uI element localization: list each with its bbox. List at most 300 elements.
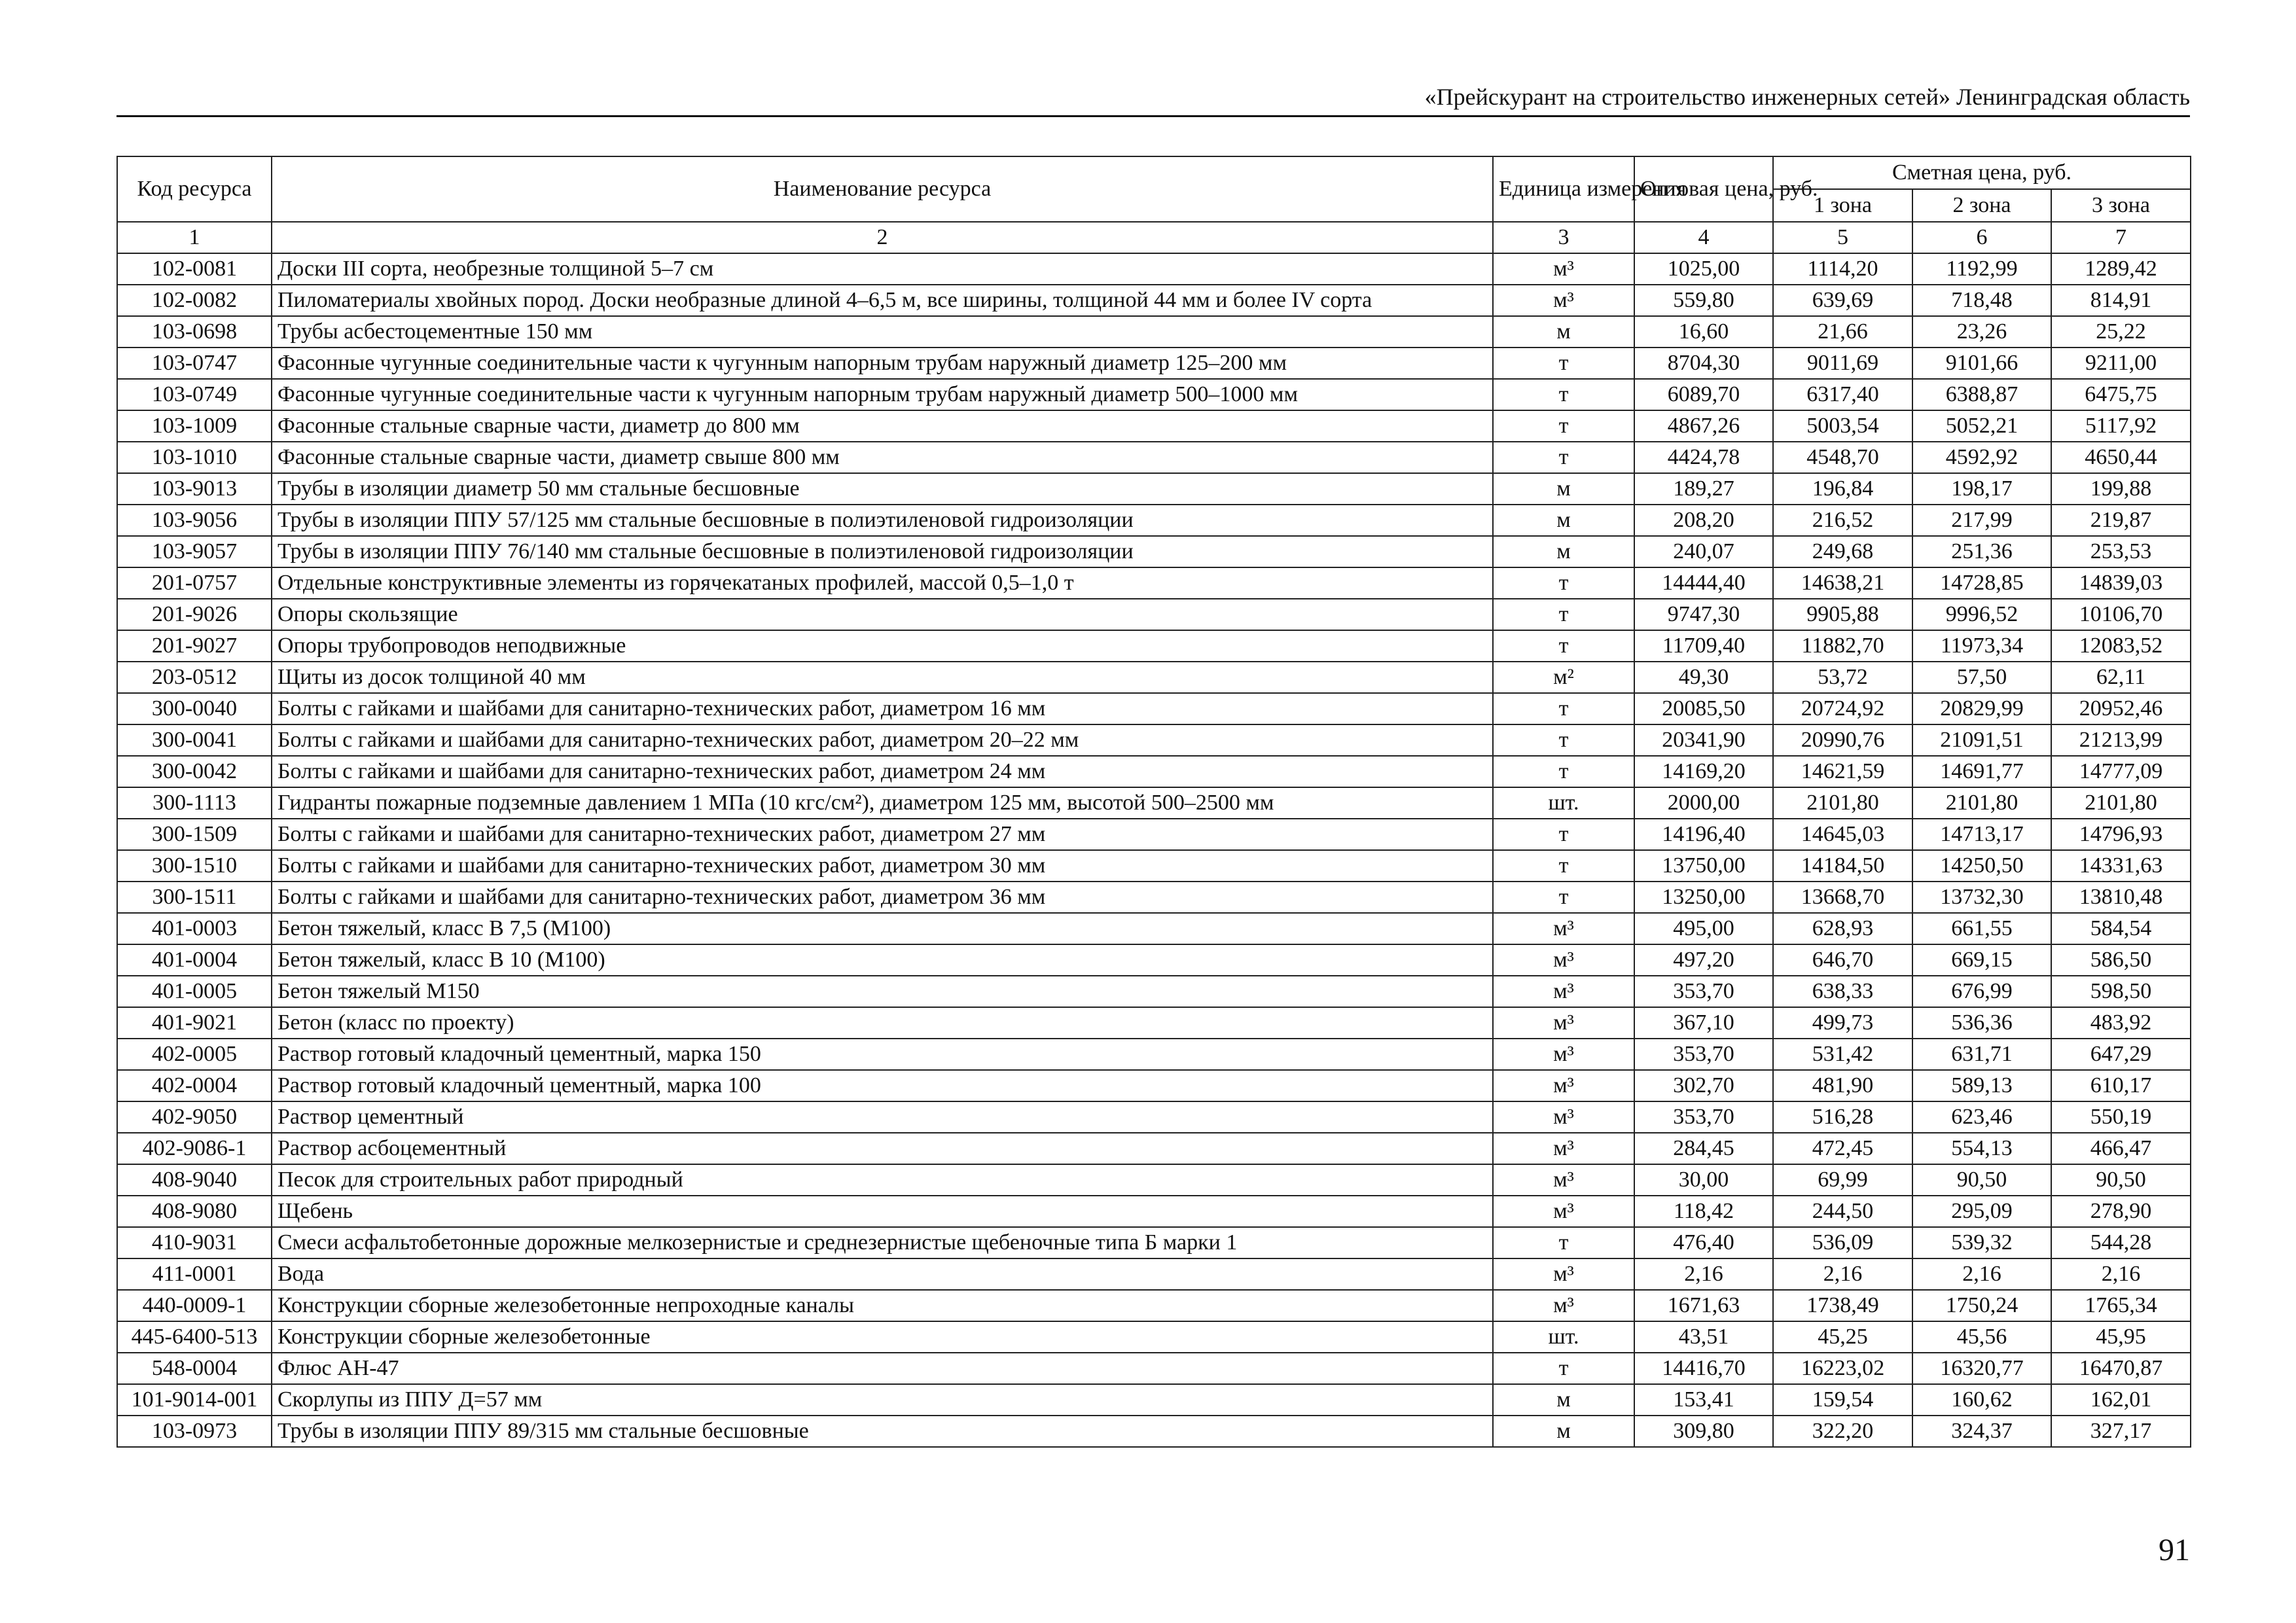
wholesale-price: 14444,40 [1634, 567, 1773, 599]
zone-2-price: 14713,17 [1912, 819, 2051, 850]
resource-code: 300-0041 [117, 724, 272, 756]
zone-1-price: 638,33 [1773, 976, 1912, 1007]
resource-name: Бетон тяжелый, класс В 7,5 (М100) [272, 913, 1493, 944]
column-number-row [117, 222, 2191, 253]
unit: т [1493, 567, 1634, 599]
zone-1-price: 322,20 [1773, 1416, 1912, 1447]
zone-2-price: 14250,50 [1912, 850, 2051, 882]
resource-name: Фасонные чугунные соединительные части к чугунным напорным трубам наружный диаметр 500–1000 мм [272, 379, 1493, 410]
unit: т [1493, 850, 1634, 882]
page-number: 91 [2159, 1533, 2190, 1567]
unit: т [1493, 442, 1634, 473]
table-row [117, 1039, 2191, 1070]
unit: шт. [1493, 787, 1634, 819]
resource-code: 300-1510 [117, 850, 272, 882]
wholesale-price: 1671,63 [1634, 1290, 1773, 1321]
resource-code: 103-9013 [117, 473, 272, 505]
table-row [117, 536, 2191, 567]
wholesale-price: 240,07 [1634, 536, 1773, 567]
zone-2-price: 4592,92 [1912, 442, 2051, 473]
resource-name: Болты с гайками и шайбами для санитарно-технических работ, диаметром 20–22 мм [272, 724, 1493, 756]
column-number: 2 [272, 222, 1493, 253]
resource-name: Вода [272, 1258, 1493, 1290]
zone-1-price: 4548,70 [1773, 442, 1912, 473]
unit: т [1493, 410, 1634, 442]
wholesale-price: 9747,30 [1634, 599, 1773, 630]
table-row [117, 944, 2191, 976]
table-row [117, 1133, 2191, 1164]
unit: м³ [1493, 1039, 1634, 1070]
zone-3-price: 550,19 [2051, 1101, 2191, 1133]
wholesale-price: 14416,70 [1634, 1353, 1773, 1384]
wholesale-price: 8704,30 [1634, 348, 1773, 379]
resource-code: 401-0005 [117, 976, 272, 1007]
zone-3-price: 586,50 [2051, 944, 2191, 976]
unit: м³ [1493, 1133, 1634, 1164]
zone-2-price: 23,26 [1912, 316, 2051, 348]
zone-2-price: 554,13 [1912, 1133, 2051, 1164]
table-row [117, 693, 2191, 724]
zone-3-price: 327,17 [2051, 1416, 2191, 1447]
wholesale-price: 1025,00 [1634, 253, 1773, 285]
header-zone-3: 3 зона [2051, 189, 2191, 222]
table-row [117, 253, 2191, 285]
zone-3-price: 1289,42 [2051, 253, 2191, 285]
zone-3-price: 483,92 [2051, 1007, 2191, 1039]
table-row [117, 1227, 2191, 1258]
resource-name: Трубы в изоляции ППУ 57/125 мм стальные бесшовные в полиэтиленовой гидроизоляции [272, 505, 1493, 536]
zone-3-price: 1765,34 [2051, 1290, 2191, 1321]
column-number: 5 [1773, 222, 1912, 253]
wholesale-price: 208,20 [1634, 505, 1773, 536]
resource-name: Болты с гайками и шайбами для санитарно-технических работ, диаметром 27 мм [272, 819, 1493, 850]
resource-name: Болты с гайками и шайбами для санитарно-технических работ, диаметром 30 мм [272, 850, 1493, 882]
unit: м³ [1493, 1164, 1634, 1196]
zone-1-price: 11882,70 [1773, 630, 1912, 662]
resource-name: Раствор асбоцементный [272, 1133, 1493, 1164]
zone-3-price: 14839,03 [2051, 567, 2191, 599]
resource-name: Фасонные стальные сварные части, диаметр до 800 мм [272, 410, 1493, 442]
resource-name: Трубы в изоляции ППУ 89/315 мм стальные бесшовные [272, 1416, 1493, 1447]
resource-name: Трубы в изоляции диаметр 50 мм стальные бесшовные [272, 473, 1493, 505]
zone-1-price: 472,45 [1773, 1133, 1912, 1164]
resource-code: 101-9014-001 [117, 1384, 272, 1416]
zone-2-price: 2101,80 [1912, 787, 2051, 819]
table-row [117, 787, 2191, 819]
resource-code: 548-0004 [117, 1353, 272, 1384]
resource-code: 103-1010 [117, 442, 272, 473]
column-number: 4 [1634, 222, 1773, 253]
resource-code: 103-1009 [117, 410, 272, 442]
unit: т [1493, 756, 1634, 787]
resource-code: 402-9050 [117, 1101, 272, 1133]
zone-2-price: 16320,77 [1912, 1353, 2051, 1384]
header-code: Код ресурса [117, 156, 272, 222]
zone-1-price: 159,54 [1773, 1384, 1912, 1416]
zone-1-price: 9011,69 [1773, 348, 1912, 379]
table-body [117, 253, 2191, 1447]
table-row [117, 1321, 2191, 1353]
zone-1-price: 481,90 [1773, 1070, 1912, 1101]
resource-code: 103-0747 [117, 348, 272, 379]
resource-name: Трубы асбестоцементные 150 мм [272, 316, 1493, 348]
zone-2-price: 661,55 [1912, 913, 2051, 944]
zone-1-price: 45,25 [1773, 1321, 1912, 1353]
table-row [117, 819, 2191, 850]
wholesale-price: 13750,00 [1634, 850, 1773, 882]
unit: т [1493, 882, 1634, 913]
zone-2-price: 536,36 [1912, 1007, 2051, 1039]
table-row [117, 724, 2191, 756]
zone-3-price: 253,53 [2051, 536, 2191, 567]
resource-name: Песок для строительных работ природный [272, 1164, 1493, 1196]
wholesale-price: 353,70 [1634, 1101, 1773, 1133]
unit: т [1493, 819, 1634, 850]
wholesale-price: 367,10 [1634, 1007, 1773, 1039]
zone-3-price: 14796,93 [2051, 819, 2191, 850]
zone-1-price: 69,99 [1773, 1164, 1912, 1196]
header-wholesale: Оптовая цена, руб. [1634, 156, 1773, 222]
table-row [117, 505, 2191, 536]
resource-name: Конструкции сборные железобетонные непроходные каналы [272, 1290, 1493, 1321]
zone-2-price: 57,50 [1912, 662, 2051, 693]
resource-code: 402-0004 [117, 1070, 272, 1101]
wholesale-price: 118,42 [1634, 1196, 1773, 1227]
zone-2-price: 45,56 [1912, 1321, 2051, 1353]
zone-1-price: 516,28 [1773, 1101, 1912, 1133]
resource-code: 201-9026 [117, 599, 272, 630]
zone-1-price: 6317,40 [1773, 379, 1912, 410]
resource-code: 300-1509 [117, 819, 272, 850]
wholesale-price: 2,16 [1634, 1258, 1773, 1290]
zone-2-price: 217,99 [1912, 505, 2051, 536]
unit: м³ [1493, 976, 1634, 1007]
column-number: 6 [1912, 222, 2051, 253]
wholesale-price: 11709,40 [1634, 630, 1773, 662]
table-row [117, 410, 2191, 442]
zone-3-price: 647,29 [2051, 1039, 2191, 1070]
table-row [117, 473, 2191, 505]
resource-code: 408-9080 [117, 1196, 272, 1227]
zone-2-price: 14728,85 [1912, 567, 2051, 599]
zone-2-price: 21091,51 [1912, 724, 2051, 756]
zone-1-price: 9905,88 [1773, 599, 1912, 630]
table-row [117, 599, 2191, 630]
wholesale-price: 189,27 [1634, 473, 1773, 505]
zone-2-price: 20829,99 [1912, 693, 2051, 724]
resource-name: Скорлупы из ППУ Д=57 мм [272, 1384, 1493, 1416]
zone-1-price: 2,16 [1773, 1258, 1912, 1290]
wholesale-price: 497,20 [1634, 944, 1773, 976]
zone-1-price: 5003,54 [1773, 410, 1912, 442]
unit: т [1493, 630, 1634, 662]
unit: т [1493, 1227, 1634, 1258]
zone-1-price: 53,72 [1773, 662, 1912, 693]
zone-1-price: 216,52 [1773, 505, 1912, 536]
resource-name: Фасонные чугунные соединительные части к чугунным напорным трубам наружный диаметр 125–200 мм [272, 348, 1493, 379]
zone-2-price: 324,37 [1912, 1416, 2051, 1447]
wholesale-price: 49,30 [1634, 662, 1773, 693]
resource-name: Конструкции сборные железобетонные [272, 1321, 1493, 1353]
zone-1-price: 196,84 [1773, 473, 1912, 505]
zone-3-price: 544,28 [2051, 1227, 2191, 1258]
zone-3-price: 162,01 [2051, 1384, 2191, 1416]
zone-1-price: 14638,21 [1773, 567, 1912, 599]
unit: м [1493, 505, 1634, 536]
resource-code: 103-9057 [117, 536, 272, 567]
zone-1-price: 20990,76 [1773, 724, 1912, 756]
resource-code: 401-9021 [117, 1007, 272, 1039]
unit: м³ [1493, 1258, 1634, 1290]
unit: м³ [1493, 1007, 1634, 1039]
resource-name: Болты с гайками и шайбами для санитарно-технических работ, диаметром 24 мм [272, 756, 1493, 787]
zone-3-price: 45,95 [2051, 1321, 2191, 1353]
resource-name: Гидранты пожарные подземные давлением 1 МПа (10 кгс/см²), диаметром 125 мм, высотой 500–2500 мм [272, 787, 1493, 819]
wholesale-price: 14169,20 [1634, 756, 1773, 787]
resource-code: 440-0009-1 [117, 1290, 272, 1321]
zone-3-price: 598,50 [2051, 976, 2191, 1007]
column-number: 7 [2051, 222, 2191, 253]
resource-name: Опоры трубопроводов неподвижные [272, 630, 1493, 662]
resource-code: 103-0749 [117, 379, 272, 410]
wholesale-price: 284,45 [1634, 1133, 1773, 1164]
unit: м³ [1493, 1196, 1634, 1227]
unit: м³ [1493, 913, 1634, 944]
zone-2-price: 631,71 [1912, 1039, 2051, 1070]
wholesale-price: 16,60 [1634, 316, 1773, 348]
zone-2-price: 251,36 [1912, 536, 2051, 567]
zone-1-price: 21,66 [1773, 316, 1912, 348]
table-row [117, 630, 2191, 662]
zone-1-price: 2101,80 [1773, 787, 1912, 819]
zone-3-price: 610,17 [2051, 1070, 2191, 1101]
resource-code: 103-0973 [117, 1416, 272, 1447]
resource-code: 300-1511 [117, 882, 272, 913]
zone-3-price: 219,87 [2051, 505, 2191, 536]
zone-3-price: 14777,09 [2051, 756, 2191, 787]
resource-code: 408-9040 [117, 1164, 272, 1196]
table-row [117, 348, 2191, 379]
zone-3-price: 814,91 [2051, 285, 2191, 316]
unit: м [1493, 1416, 1634, 1447]
running-header: «Прейскурант на строительство инженерных сетей» Ленинградская область [1424, 84, 2190, 110]
table-row [117, 662, 2191, 693]
zone-2-price: 90,50 [1912, 1164, 2051, 1196]
resource-code: 102-0082 [117, 285, 272, 316]
header-unit: Единица измерения [1493, 156, 1634, 222]
resource-name: Раствор готовый кладочный цементный, марка 150 [272, 1039, 1493, 1070]
wholesale-price: 30,00 [1634, 1164, 1773, 1196]
zone-3-price: 12083,52 [2051, 630, 2191, 662]
zone-1-price: 20724,92 [1773, 693, 1912, 724]
resource-code: 203-0512 [117, 662, 272, 693]
table-row [117, 316, 2191, 348]
table-row [117, 1353, 2191, 1384]
resource-name: Фасонные стальные сварные части, диаметр свыше 800 мм [272, 442, 1493, 473]
zone-3-price: 10106,70 [2051, 599, 2191, 630]
resource-name: Бетон (класс по проекту) [272, 1007, 1493, 1039]
zone-1-price: 16223,02 [1773, 1353, 1912, 1384]
resource-name: Отдельные конструктивные элементы из горячекатаных профилей, массой 0,5–1,0 т [272, 567, 1493, 599]
header-estimate-group: Сметная цена, руб. [1773, 156, 2191, 189]
unit: м [1493, 1384, 1634, 1416]
resource-code: 445-6400-513 [117, 1321, 272, 1353]
zone-3-price: 2101,80 [2051, 787, 2191, 819]
resource-name: Бетон тяжелый М150 [272, 976, 1493, 1007]
unit: м³ [1493, 1290, 1634, 1321]
table-row [117, 567, 2191, 599]
column-number: 3 [1493, 222, 1634, 253]
zone-1-price: 249,68 [1773, 536, 1912, 567]
header-zone-1: 1 зона [1773, 189, 1912, 222]
resource-code: 300-1113 [117, 787, 272, 819]
unit: т [1493, 693, 1634, 724]
zone-1-price: 1738,49 [1773, 1290, 1912, 1321]
wholesale-price: 2000,00 [1634, 787, 1773, 819]
resource-name: Опоры скользящие [272, 599, 1493, 630]
zone-1-price: 1114,20 [1773, 253, 1912, 285]
zone-3-price: 278,90 [2051, 1196, 2191, 1227]
zone-1-price: 14621,59 [1773, 756, 1912, 787]
table-row [117, 756, 2191, 787]
table-row [117, 1164, 2191, 1196]
column-number: 1 [117, 222, 272, 253]
wholesale-price: 302,70 [1634, 1070, 1773, 1101]
zone-1-price: 244,50 [1773, 1196, 1912, 1227]
wholesale-price: 20341,90 [1634, 724, 1773, 756]
wholesale-price: 353,70 [1634, 1039, 1773, 1070]
unit: м [1493, 316, 1634, 348]
resource-name: Трубы в изоляции ППУ 76/140 мм стальные бесшовные в полиэтиленовой гидроизоляции [272, 536, 1493, 567]
wholesale-price: 559,80 [1634, 285, 1773, 316]
zone-3-price: 90,50 [2051, 1164, 2191, 1196]
zone-1-price: 628,93 [1773, 913, 1912, 944]
zone-2-price: 11973,34 [1912, 630, 2051, 662]
zone-1-price: 536,09 [1773, 1227, 1912, 1258]
wholesale-price: 20085,50 [1634, 693, 1773, 724]
resource-code: 402-9086-1 [117, 1133, 272, 1164]
wholesale-price: 495,00 [1634, 913, 1773, 944]
zone-3-price: 199,88 [2051, 473, 2191, 505]
zone-3-price: 62,11 [2051, 662, 2191, 693]
zone-1-price: 646,70 [1773, 944, 1912, 976]
header-rule [117, 115, 2190, 117]
zone-2-price: 160,62 [1912, 1384, 2051, 1416]
resource-name: Щебень [272, 1196, 1493, 1227]
wholesale-price: 13250,00 [1634, 882, 1773, 913]
wholesale-price: 309,80 [1634, 1416, 1773, 1447]
resource-name: Болты с гайками и шайбами для санитарно-технических работ, диаметром 16 мм [272, 693, 1493, 724]
unit: т [1493, 379, 1634, 410]
resource-code: 102-0081 [117, 253, 272, 285]
unit: т [1493, 1353, 1634, 1384]
zone-2-price: 9101,66 [1912, 348, 2051, 379]
zone-2-price: 5052,21 [1912, 410, 2051, 442]
resource-code: 300-0040 [117, 693, 272, 724]
unit: м [1493, 473, 1634, 505]
zone-1-price: 13668,70 [1773, 882, 1912, 913]
unit: м³ [1493, 1070, 1634, 1101]
resource-name: Пиломатериалы хвойных пород. Доски необразные длиной 4–6,5 м, все ширины, толщиной 44 мм и более IV сорта [272, 285, 1493, 316]
table-row [117, 1007, 2191, 1039]
resource-code: 201-9027 [117, 630, 272, 662]
resource-code: 410-9031 [117, 1227, 272, 1258]
table-row [117, 442, 2191, 473]
unit: м³ [1493, 253, 1634, 285]
unit: т [1493, 599, 1634, 630]
price-table [117, 156, 2191, 1448]
header-zone-2: 2 зона [1912, 189, 2051, 222]
unit: м³ [1493, 944, 1634, 976]
resource-code: 103-0698 [117, 316, 272, 348]
table-row [117, 1416, 2191, 1447]
zone-3-price: 20952,46 [2051, 693, 2191, 724]
table-row [117, 1070, 2191, 1101]
table-row [117, 913, 2191, 944]
zone-3-price: 25,22 [2051, 316, 2191, 348]
zone-2-price: 1750,24 [1912, 1290, 2051, 1321]
table-row [117, 285, 2191, 316]
zone-1-price: 531,42 [1773, 1039, 1912, 1070]
zone-2-price: 295,09 [1912, 1196, 2051, 1227]
zone-2-price: 623,46 [1912, 1101, 2051, 1133]
resource-code: 402-0005 [117, 1039, 272, 1070]
wholesale-price: 4424,78 [1634, 442, 1773, 473]
zone-2-price: 589,13 [1912, 1070, 2051, 1101]
zone-2-price: 2,16 [1912, 1258, 2051, 1290]
zone-3-price: 584,54 [2051, 913, 2191, 944]
zone-2-price: 9996,52 [1912, 599, 2051, 630]
unit: м² [1493, 662, 1634, 693]
zone-3-price: 14331,63 [2051, 850, 2191, 882]
resource-name: Болты с гайками и шайбами для санитарно-технических работ, диаметром 36 мм [272, 882, 1493, 913]
wholesale-price: 43,51 [1634, 1321, 1773, 1353]
zone-1-price: 14645,03 [1773, 819, 1912, 850]
unit: м³ [1493, 285, 1634, 316]
resource-name: Щиты из досок толщиной 40 мм [272, 662, 1493, 693]
zone-3-price: 6475,75 [2051, 379, 2191, 410]
resource-name: Флюс АН-47 [272, 1353, 1493, 1384]
zone-2-price: 676,99 [1912, 976, 2051, 1007]
zone-2-price: 1192,99 [1912, 253, 2051, 285]
zone-3-price: 466,47 [2051, 1133, 2191, 1164]
zone-2-price: 539,32 [1912, 1227, 2051, 1258]
table-row [117, 850, 2191, 882]
zone-1-price: 14184,50 [1773, 850, 1912, 882]
zone-2-price: 13732,30 [1912, 882, 2051, 913]
zone-2-price: 198,17 [1912, 473, 2051, 505]
resource-code: 300-0042 [117, 756, 272, 787]
zone-2-price: 14691,77 [1912, 756, 2051, 787]
unit: шт. [1493, 1321, 1634, 1353]
zone-2-price: 6388,87 [1912, 379, 2051, 410]
zone-3-price: 4650,44 [2051, 442, 2191, 473]
resource-name: Раствор готовый кладочный цементный, марка 100 [272, 1070, 1493, 1101]
resource-code: 103-9056 [117, 505, 272, 536]
wholesale-price: 476,40 [1634, 1227, 1773, 1258]
zone-2-price: 669,15 [1912, 944, 2051, 976]
resource-code: 201-0757 [117, 567, 272, 599]
table-row [117, 1384, 2191, 1416]
resource-name: Доски III сорта, необрезные толщиной 5–7 см [272, 253, 1493, 285]
unit: м³ [1493, 1101, 1634, 1133]
unit: т [1493, 348, 1634, 379]
zone-3-price: 9211,00 [2051, 348, 2191, 379]
zone-3-price: 16470,87 [2051, 1353, 2191, 1384]
table-row [117, 882, 2191, 913]
table-row [117, 1101, 2191, 1133]
resource-name: Раствор цементный [272, 1101, 1493, 1133]
